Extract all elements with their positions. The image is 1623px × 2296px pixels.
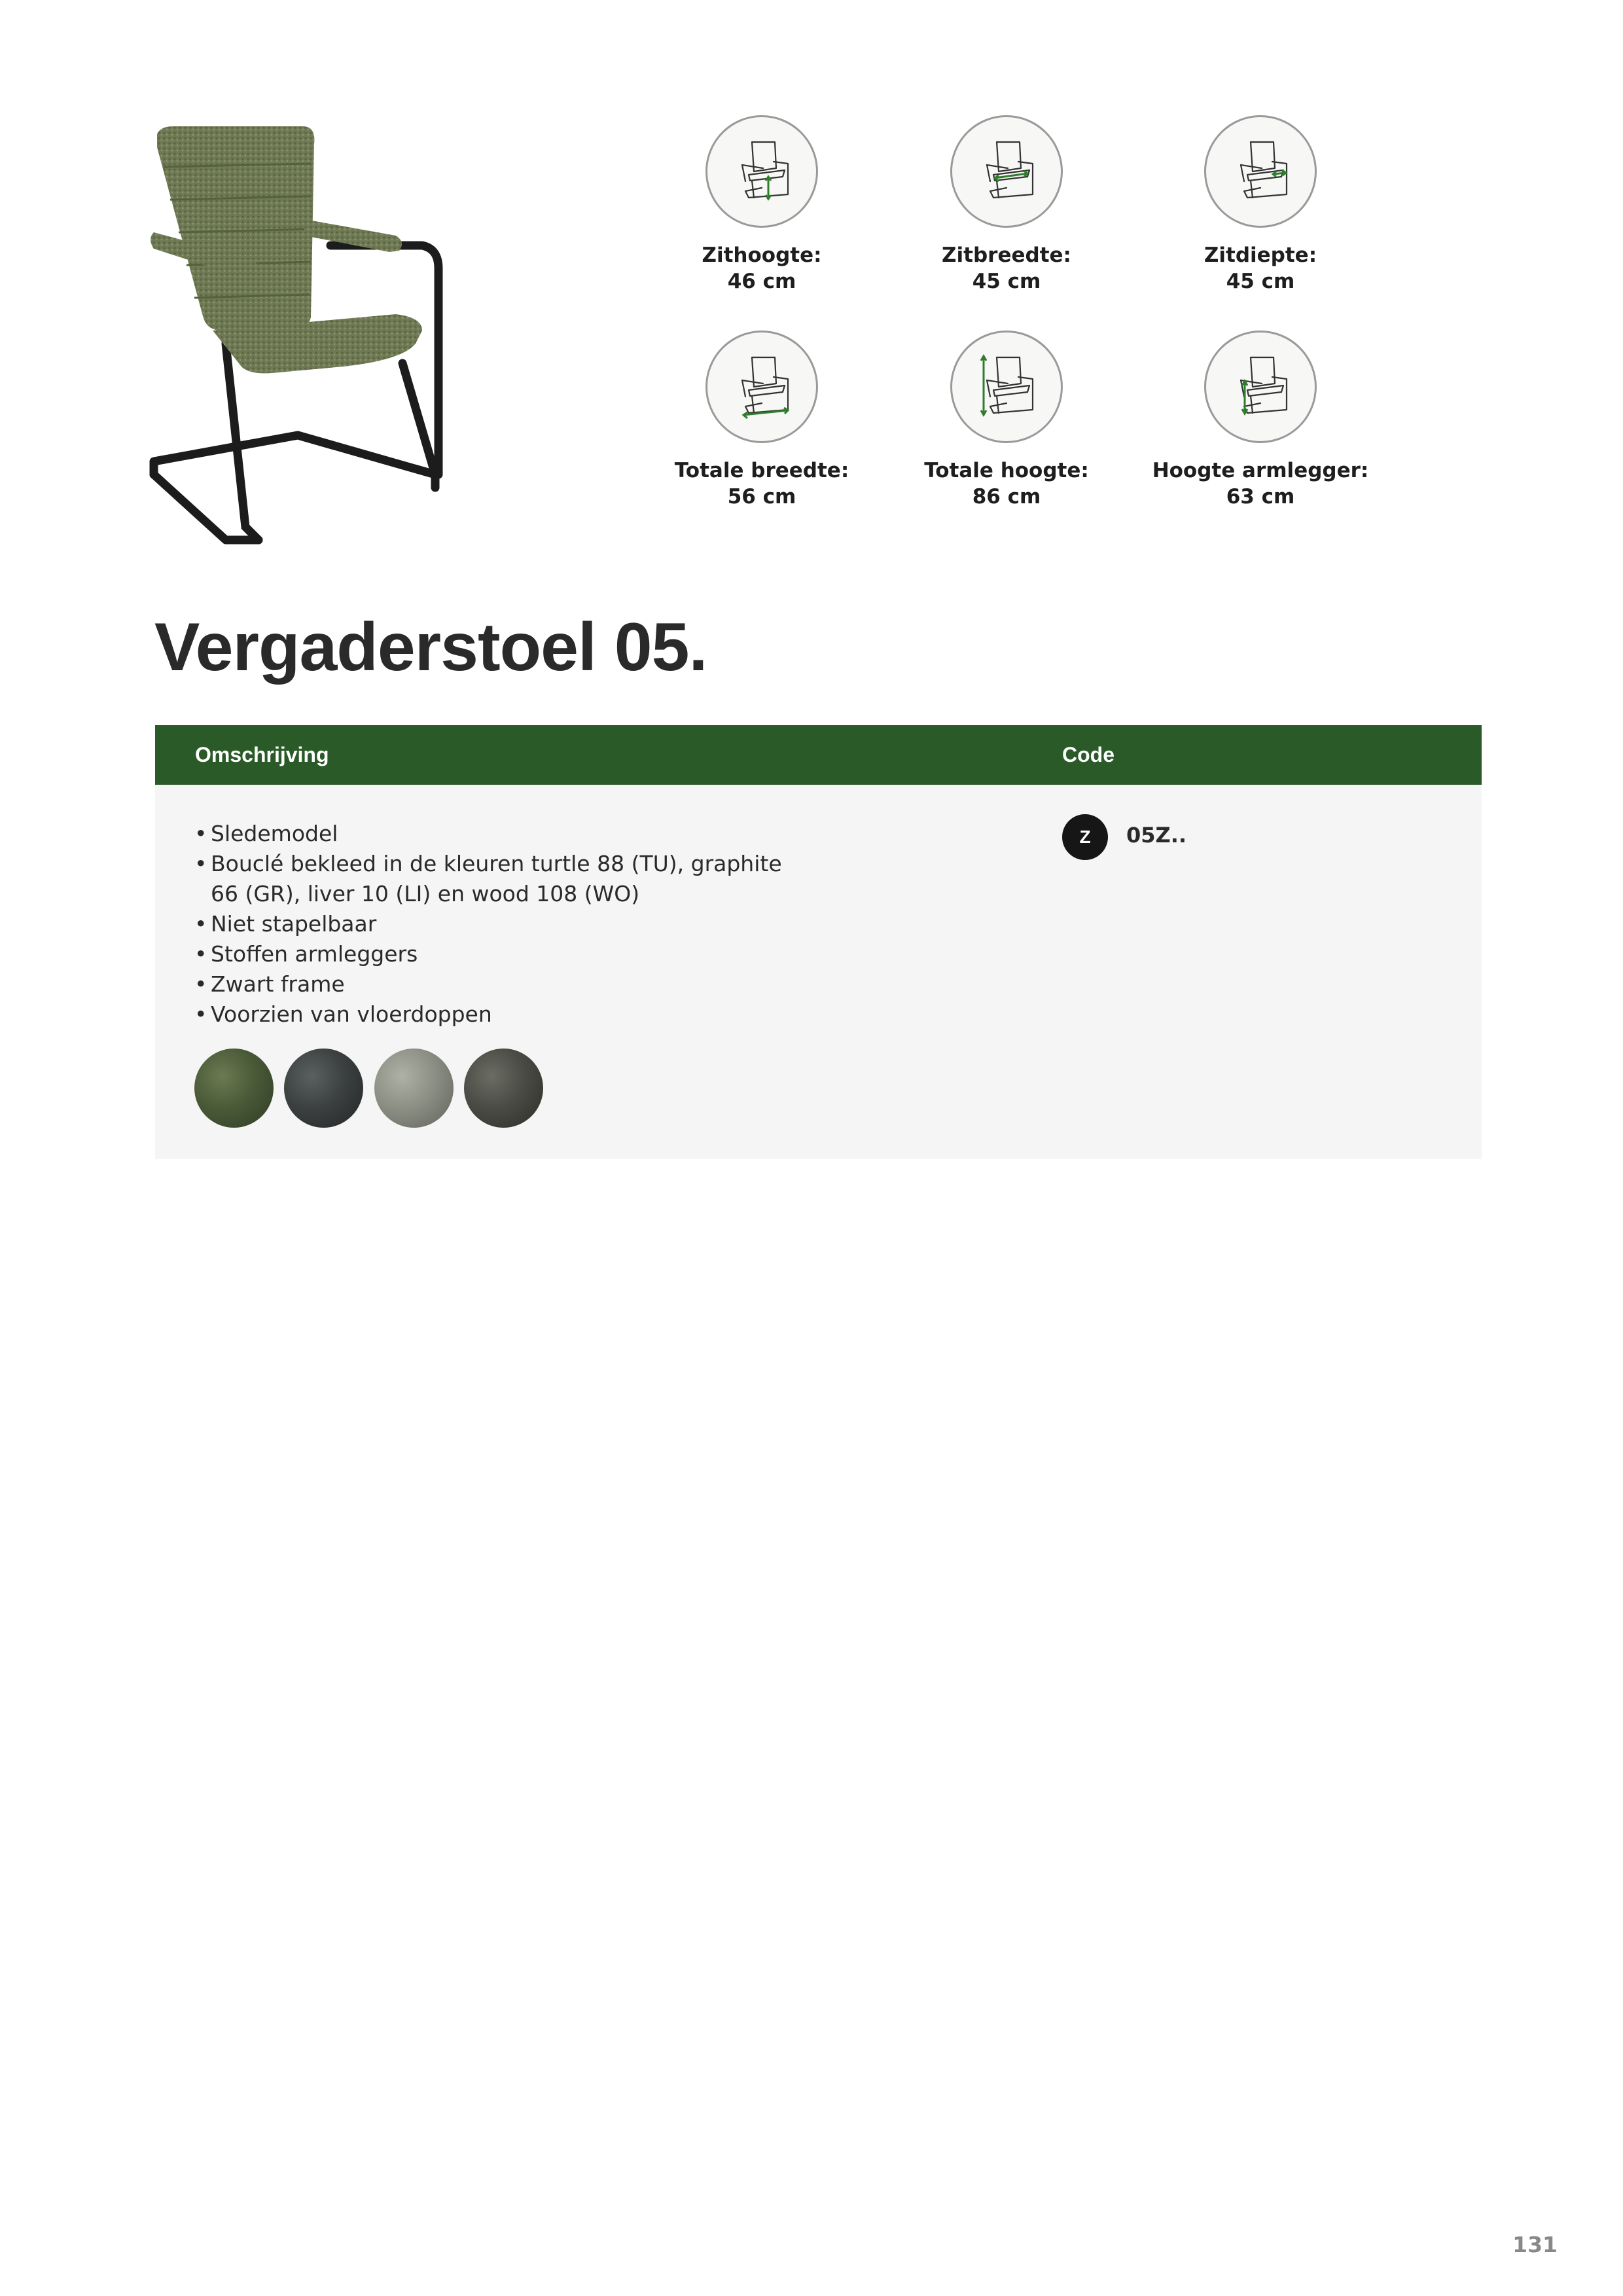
code-badge: Z (1062, 814, 1108, 860)
color-swatch-graphite (284, 1049, 363, 1128)
spec-seat-depth (1149, 115, 1372, 295)
spec-label: Zithoogte: (702, 243, 822, 267)
spec-value: 46 cm (727, 270, 796, 293)
list-item: • Niet stapelbaar (194, 909, 783, 939)
color-swatch-liver (374, 1049, 454, 1128)
spec-total-width (651, 331, 873, 510)
list-item: • Stoffen armleggers (194, 939, 783, 969)
page-number: 131 (1512, 2232, 1558, 2257)
spec-value: 86 cm (972, 485, 1041, 509)
spec-seat-width (895, 115, 1118, 295)
spec-value: 63 cm (1226, 485, 1295, 509)
spec-value: 56 cm (727, 485, 796, 509)
spec-armrest-height (1149, 331, 1372, 510)
seat-width-icon (950, 115, 1063, 228)
spec-label: Hoogte armlegger: (1152, 459, 1369, 482)
total-height-icon (950, 331, 1063, 443)
column-header-code: Code (1062, 743, 1115, 766)
spec-label: Zitbreedte: (942, 243, 1071, 267)
armrest-height-icon (1204, 331, 1317, 443)
column-header-description: Omschrijving (195, 743, 329, 766)
list-item: • Bouclé bekleed in de kleuren turtle 88 (TU), graphite 66 (GR), liver 10 (LI) en wood 108 (WO) (194, 849, 783, 909)
total-width-icon (705, 331, 818, 443)
spec-value: 45 cm (1226, 270, 1295, 293)
chair-product-photo (147, 121, 455, 553)
seat-depth-icon (1204, 115, 1317, 228)
spec-value: 45 cm (972, 270, 1041, 293)
seat-height-icon (705, 115, 818, 228)
color-swatch-turtle (194, 1049, 274, 1128)
spec-label: Zitdiepte: (1204, 243, 1317, 267)
spec-total-height (895, 331, 1118, 510)
list-item: • Zwart frame (194, 969, 783, 999)
page-title: Vergaderstoel 05. (154, 609, 707, 685)
spec-label: Totale hoogte: (924, 459, 1089, 482)
product-code: 05Z.. (1126, 823, 1187, 848)
list-item: • Sledemodel (194, 819, 783, 849)
table-row (155, 785, 1482, 1159)
color-swatch-wood (464, 1049, 543, 1128)
table-header (155, 725, 1482, 785)
spec-seat-height (651, 115, 873, 295)
description-list (194, 819, 783, 1030)
list-item: • Voorzien van vloerdoppen (194, 999, 783, 1030)
spec-label: Totale breedte: (674, 459, 849, 482)
